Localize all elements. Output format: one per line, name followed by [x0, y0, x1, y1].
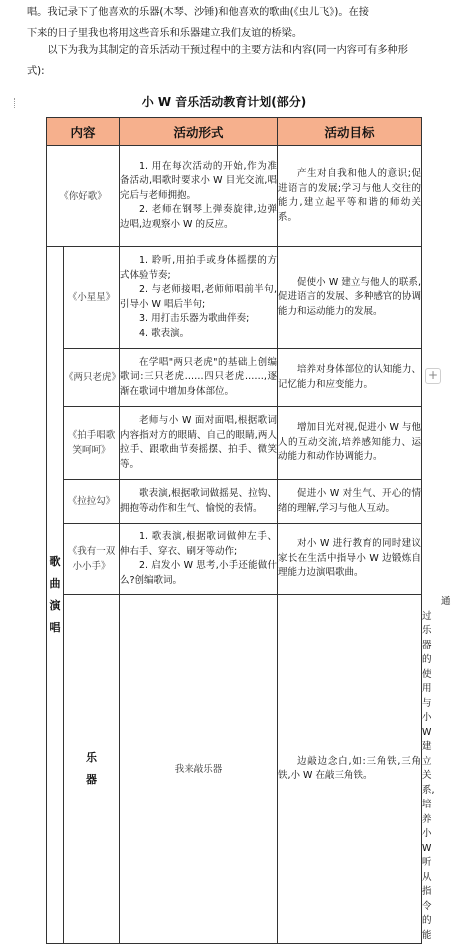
form-text: 1. 用在每次活动的开始,作为准备活动,唱歌时要求小 W 目光交流,唱完后与老师拥抱。: [120, 160, 278, 201]
row-content: 我来敲乐器: [120, 595, 278, 944]
form-text: 1. 歌表演,根据歌词做伸左手、伸右手、穿衣、刷牙等动作;: [120, 531, 278, 557]
goal-text: 培养对身体部位的认知能力、记忆能力和应变能力。: [278, 364, 422, 390]
row-content: 《小星星》: [64, 247, 120, 349]
table-header-row: [47, 118, 422, 146]
category-singing: [47, 247, 64, 944]
table-row: [47, 247, 422, 349]
row-goal: [278, 480, 422, 524]
form-text: 2. 与老师接唱,老师师唱前半句,引导小 W 唱后半句;: [120, 284, 278, 310]
row-form: [278, 595, 422, 944]
category-instrument: [64, 595, 120, 944]
form-text: 边敲边念白,如:三角铁,三角铁,小 W 在敲三角铁。: [278, 755, 422, 781]
form-text: 在学唱"两只老虎"的基础上创编歌词:三只老虎……四只老虎……,逐渐在歌词中增加身体部位。: [120, 356, 278, 397]
row-form: [120, 146, 278, 247]
category-char: 曲: [49, 577, 61, 590]
row-goal: [278, 247, 422, 349]
category-char: 唱: [49, 621, 61, 634]
table-row: [47, 146, 422, 247]
table-row: [47, 349, 422, 407]
goal-text: 对小 W 进行教育的同时建议家长在生活中指导小 W 边锻炼自理能力边演唱歌曲。: [278, 538, 422, 579]
table-row: [47, 524, 422, 595]
row-goal: [278, 407, 422, 480]
add-paragraph-plus-icon[interactable]: +: [425, 368, 441, 384]
row-goal: [278, 146, 422, 247]
intro-line-1: 唱。我记录下了他喜欢的乐器(木琴、沙锤)和他喜欢的歌曲(《虫儿飞》)。在接: [27, 7, 369, 18]
form-text: 歌表演,根据歌词做摇晃、拉钩、拥抱等动作和生气、愉悦的表情。: [120, 488, 278, 514]
category-char: 演: [49, 599, 61, 612]
form-text: 4. 歌表演。: [139, 327, 190, 339]
row-content: 《你好歌》: [47, 146, 120, 247]
form-text: 老师与小 W 面对面唱,根据歌词内容指对方的眼睛、自己的眼睛,两人拉手、跟歌曲节奏摇摆、拍手、微笑等。: [120, 415, 278, 470]
header-form: 活动形式: [120, 118, 278, 146]
row-content: 《拉拉勾》: [64, 480, 120, 524]
row-form: [120, 247, 278, 349]
table-row: 乐 器 我来敲乐器 边敲边念白,如:三角铁,三角铁,小 W 在敲三角铁。 通过乐器的使用与小 W 建立关系,培养小 W 听从指令的能: [47, 595, 422, 944]
education-plan-table: [46, 117, 451, 944]
row-form: [120, 407, 278, 480]
header-content: 内容: [47, 118, 120, 146]
row-form: [120, 480, 278, 524]
row-content: 《我有一双小小手》: [64, 524, 120, 595]
row-content: 《两只老虎》: [64, 349, 120, 407]
intro-paragraph-1: [27, 2, 423, 44]
form-text: 2. 老师在钢琴上弹奏旋律,边弹边唱,边观察小 W 的反应。: [120, 204, 278, 230]
row-goal: [278, 524, 422, 595]
row-goal: [278, 349, 422, 407]
goal-text: 增加目光对视,促进小 W 与他人的互动交流,培养感知能力、运动能力和动作协调能力。: [278, 422, 422, 463]
row-form: [120, 524, 278, 595]
goal-text: 促使小 W 建立与他人的联系,促进语言的发展、多种感官的协调能力和运动能力的发展。: [278, 276, 422, 317]
table-row: [47, 407, 422, 480]
category-char: 歌: [49, 555, 61, 568]
category-char: 乐: [86, 751, 97, 764]
goal-text: 促进小 W 对生气、开心的情绪的理解,学习与他人互动。: [278, 488, 422, 514]
intro-paragraph-2: [27, 40, 423, 82]
category-char: 器: [86, 773, 97, 786]
document-title: 小 W 音乐活动教育计划(部分): [141, 95, 307, 109]
row-form: [120, 349, 278, 407]
intro-paragraph-2-text: 以下为我为其制定的音乐活动干预过程中的主要方法和内容(同一内容可有多种形式):: [27, 45, 408, 77]
table-row: [47, 480, 422, 524]
form-text: 1. 聆听,用拍手或身体摇摆的方式体验节奏;: [120, 255, 278, 281]
intro-line-2: 下来的日子里我也将用这些音乐和乐器建立我们友谊的桥梁。: [27, 28, 303, 39]
form-text: 2. 启发小 W 思考,小手还能做什么?创编歌词。: [120, 560, 278, 586]
form-text: 3. 用打击乐器为歌曲伴奏;: [139, 313, 250, 324]
row-content: 《拍手唱歌笑呵呵》: [64, 407, 120, 480]
goal-text: 产生对自我和他人的意识;促进语言的发展;学习与他人交往的能力,建立起平等和谐的师幼关系。: [278, 168, 422, 223]
header-goal: 活动目标: [278, 118, 422, 146]
